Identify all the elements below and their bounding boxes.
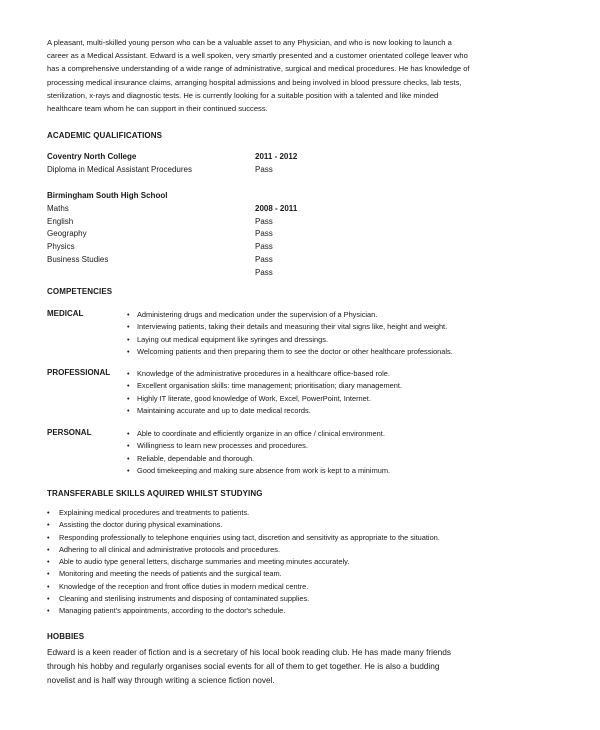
list-item-text: Good timekeeping and making sure absence from work is kept to a minimum. (137, 465, 391, 475)
course-row (47, 254, 547, 267)
bullet-icon: • (47, 569, 50, 579)
list-item (127, 309, 567, 321)
bullet-icon: • (127, 405, 130, 415)
institution-row (47, 151, 547, 164)
list-item-text: Adhering to all clinical and administrative protocols and procedures. (59, 544, 281, 554)
bullet-icon: • (127, 465, 130, 475)
course-result: Pass (255, 242, 273, 252)
bullet-icon: • (127, 322, 130, 332)
list-item-text: Knowledge of the reception and front office duties in modern medical centre. (59, 581, 309, 591)
summary-line: A pleasant, multi-skilled young person who can be a valuable asset to any Physician, and who is now looking to launch a (47, 38, 452, 47)
course-result: Pass (255, 229, 273, 239)
list-item-text: Knowledge of the administrative procedures in a healthcare office-based role. (137, 369, 390, 378)
competency-label: MEDICAL (47, 309, 84, 318)
course-subject: Geography (47, 229, 87, 239)
course-subject: Maths (47, 203, 69, 213)
education-block-coventry (47, 151, 547, 177)
list-item-text: Welcoming patients and then preparing them to see the doctor or other healthcare professionals. (137, 346, 453, 356)
list-item-text: Assisting the doctor during physical examinations. (59, 520, 223, 530)
list-item (47, 556, 567, 568)
summary-line: healthcare team whom he can support in their continued success. (47, 104, 268, 114)
skills-list (47, 507, 567, 618)
competency-list (127, 309, 567, 358)
academic-heading: ACADEMIC QUALIFICATIONS (47, 131, 163, 140)
list-item (47, 605, 567, 617)
list-item-text: Highly IT literate, good knowledge of Work, Excel, PowerPoint, Internet. (137, 393, 371, 403)
bullet-icon: • (127, 346, 130, 356)
list-item (127, 405, 567, 417)
competency-list (127, 368, 567, 417)
profile-summary (47, 36, 567, 115)
hobbies-line: novelist and is half way through writing a science fiction novel. (47, 675, 275, 685)
list-item (47, 593, 567, 605)
competency-label: PERSONAL (47, 428, 92, 437)
bullet-icon: • (47, 606, 50, 616)
institution-years: 2011 - 2012 (255, 152, 298, 161)
list-item (47, 581, 567, 593)
bullet-icon: • (127, 334, 130, 344)
course-result: Pass (255, 164, 273, 174)
course-row (47, 203, 547, 216)
list-item-text: Laying out medical equipment like syringes and dressings. (137, 334, 329, 344)
education-block-birmingham (47, 190, 547, 280)
course-row (47, 216, 547, 229)
list-item-text: Maintaining accurate and up to date medical records. (137, 405, 311, 415)
course-row (47, 164, 547, 177)
course-subject: Business Studies (47, 254, 109, 264)
list-item (127, 428, 567, 440)
bullet-icon: • (47, 594, 50, 604)
summary-line: sterilization, x-rays and diagnostic tests. He is currently looking for a suitable position with a talented and like minded (47, 90, 439, 100)
list-item (127, 440, 567, 452)
list-item-text: Excellent organisation skills: time management; prioritisation; diary management. (137, 381, 402, 391)
course-subject: English (47, 216, 74, 226)
competency-list (127, 428, 567, 477)
hobbies-text (47, 645, 567, 687)
bullet-icon: • (47, 581, 50, 591)
bullet-icon: • (127, 310, 130, 319)
list-item-text: Interviewing patients, taking their details and measuring their vital signs like, height and weight. (137, 322, 448, 332)
bullet-icon: • (127, 393, 130, 403)
course-result: Pass (255, 216, 273, 226)
bullet-icon: • (47, 508, 50, 517)
bullet-icon: • (47, 520, 50, 530)
list-item-text: Cleaning and sterilising instruments and disposing of contaminated supplies. (59, 594, 310, 604)
competency-label: PROFESSIONAL (47, 368, 111, 377)
summary-line: career as a Medical Assistant. Edward is a well spoken, very smartly presented and a customer orientated college leaver who (47, 51, 468, 61)
hobbies-line: through his hobby and regularly organises social events for all of them to get together. He is also a budding (47, 661, 440, 671)
list-item (127, 453, 567, 465)
course-result: Pass (255, 254, 273, 264)
institution-years: 2008 - 2011 (255, 203, 298, 213)
bullet-icon: • (127, 453, 130, 463)
list-item (47, 568, 567, 580)
bullet-icon: • (127, 381, 130, 391)
list-item (47, 544, 567, 556)
skills-heading: TRANSFERABLE SKILLS AQUIRED WHILST STUDYING (47, 489, 263, 498)
list-item (127, 393, 567, 405)
course-row (47, 267, 547, 280)
list-item (127, 346, 567, 358)
list-item-text: Able to audio type general letters, discharge summaries and meeting minutes accurately. (59, 557, 350, 567)
list-item-text: Managing patient's appointments, according to the doctor's schedule. (59, 606, 286, 616)
hobbies-line: Edward is a keen reader of fiction and is a secretary of his local book reading club. He has made many friends (47, 647, 451, 657)
bullet-icon: • (127, 441, 130, 451)
list-item-text: Reliable, dependable and thorough. (137, 453, 255, 463)
institution-row (47, 190, 547, 203)
institution-name: Birmingham South High School (47, 191, 168, 200)
list-item-text: Able to coordinate and efficiently organize in an office / clinical environment. (137, 429, 385, 438)
institution-name: Coventry North College (47, 152, 137, 161)
list-item (127, 380, 567, 392)
list-item-text: Willingness to learn new processes and procedures. (137, 441, 308, 451)
list-item (47, 507, 567, 519)
list-item-text: Responding professionally to telephone enquiries using tact, discretion and sensitivity as appropriate to the situation. (59, 532, 440, 542)
bullet-icon: • (47, 544, 50, 554)
hobbies-heading: HOBBIES (47, 632, 85, 641)
list-item (47, 532, 567, 544)
list-item (127, 334, 567, 346)
course-subject: Diploma in Medical Assistant Procedures (47, 164, 192, 174)
list-item-text: Monitoring and meeting the needs of patients and the surgical team. (59, 569, 282, 579)
list-item (127, 465, 567, 477)
list-item-text: Explaining medical procedures and treatments to patients. (59, 508, 250, 517)
course-row (47, 241, 547, 254)
bullet-icon: • (47, 557, 50, 567)
course-result: Pass (255, 267, 273, 277)
bullet-icon: • (47, 532, 50, 542)
list-item (47, 519, 567, 531)
list-item-text: Administering drugs and medication under the supervision of a Physician. (137, 310, 378, 319)
list-item (127, 368, 567, 380)
bullet-icon: • (127, 429, 130, 438)
bullet-icon: • (127, 369, 130, 378)
course-row (47, 228, 547, 241)
summary-line: has a comprehensive understanding of a wide range of administrative, surgical and medical procedures. He has knowledge of (47, 64, 470, 74)
competencies-heading: COMPETENCIES (47, 287, 113, 296)
summary-line: processing medical insurance claims, arranging hospital admissions and being involved in blood pressure checks, lab tests, (47, 77, 462, 87)
course-subject: Physics (47, 242, 75, 252)
list-item (127, 321, 567, 333)
